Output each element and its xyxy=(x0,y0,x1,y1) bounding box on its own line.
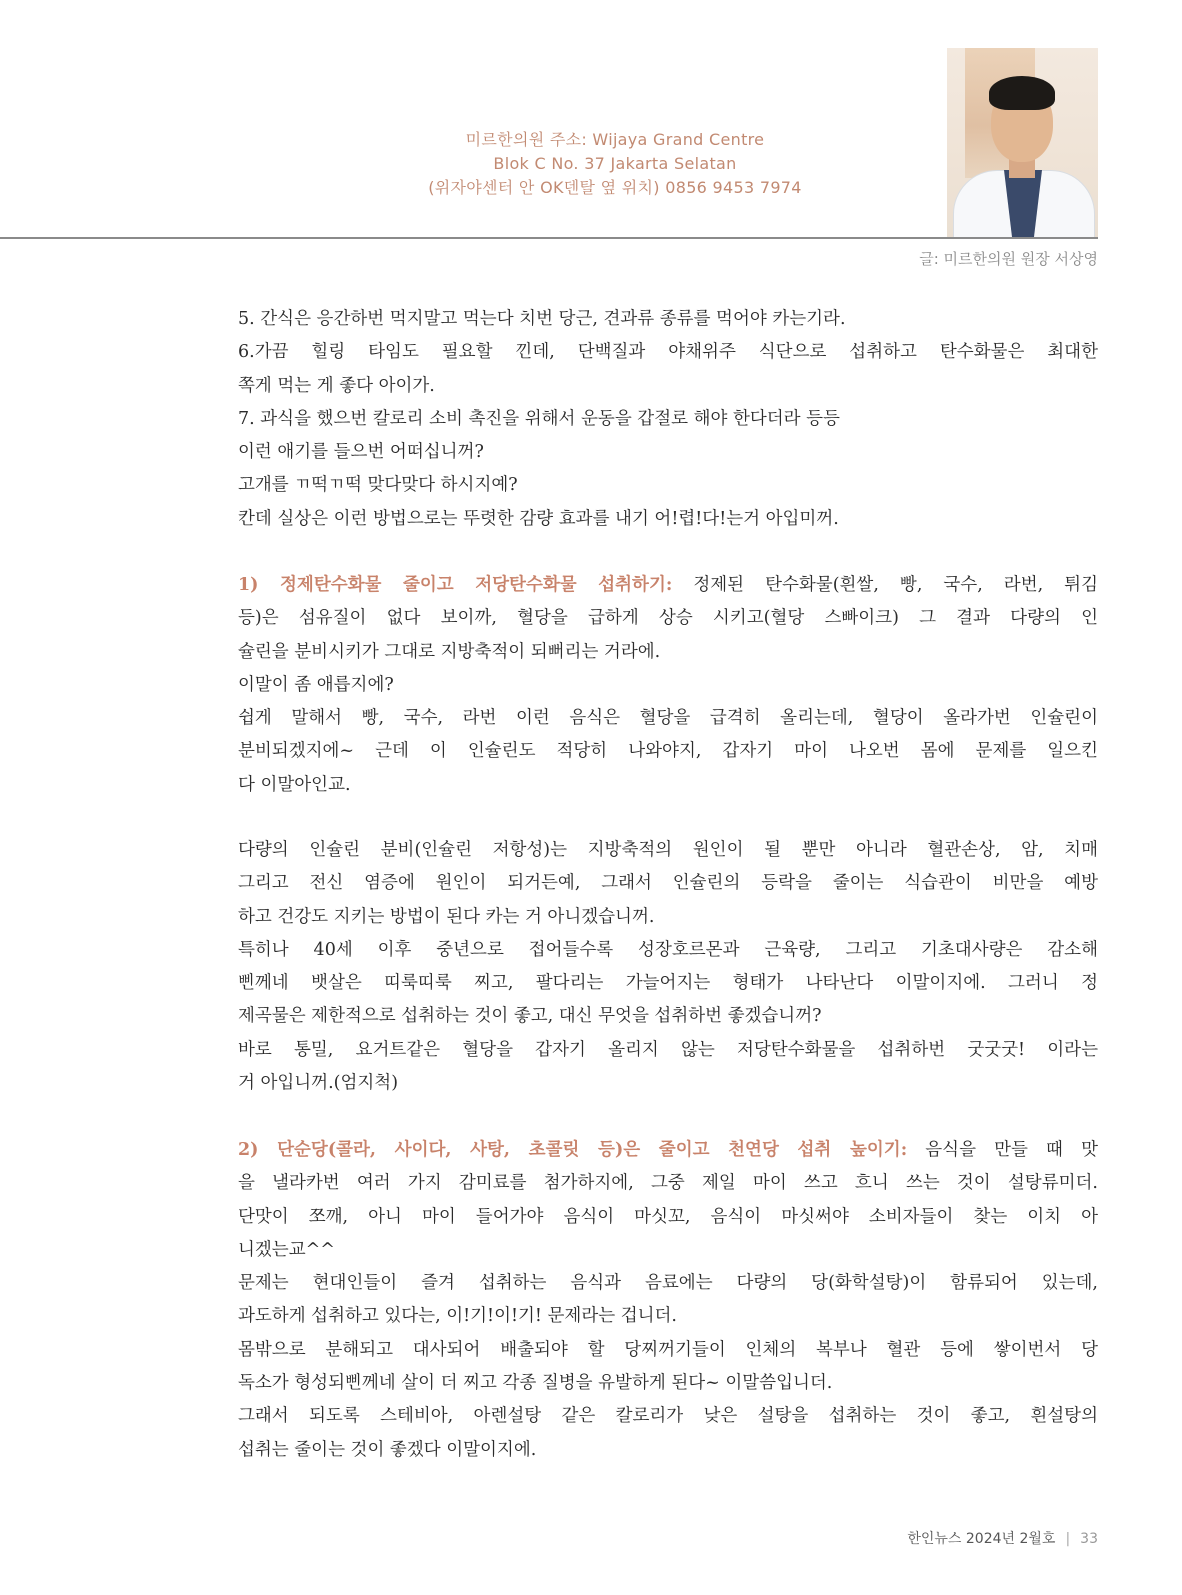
text-line: 몸밖으로 분해되고 대사되어 배출되야 할 당찌꺼기들이 인체의 복부나 혈관 등에 쌓이번서 당 xyxy=(238,1339,1098,1360)
text-line: 그리고 전신 염증에 원인이 되거든예, 그래서 인슐린의 등락을 줄이는 식습관이 비만을 예방 xyxy=(238,873,1098,894)
text-line: 제곡물은 제한적으로 섭취하는 것이 좋고, 대신 무엇을 섭취하번 좋겠습니꺼? xyxy=(238,1006,822,1027)
section-1 xyxy=(238,569,1098,802)
address-line-1: 미르한의원 주소: Wijaya Grand Centre xyxy=(465,130,765,149)
header-divider xyxy=(0,237,1098,239)
section-heading-line xyxy=(238,569,1098,602)
page-number: 33 xyxy=(1080,1531,1098,1547)
publication-name: 한인뉴스 2024년 2월호 xyxy=(907,1531,1056,1547)
text-line: 다량의 인슐린 분비(인슐린 저항성)는 지방축적의 원인이 될 뿐만 아니라 혈관손상, 암, 치매 xyxy=(238,840,1098,860)
text-line: 독소가 형성되삔께네 살이 더 찌고 각종 질병을 유발하게 된다~ 이말씀입니더. xyxy=(238,1373,833,1394)
paragraph-block-1 xyxy=(238,303,1098,536)
text-line: 5. 간식은 응간하번 먹지말고 먹는다 치번 당근, 견과류 종류를 먹어야 카는기라. xyxy=(238,309,846,329)
text-line: 과도하게 섭취하고 있다는, 이!기!이!기! 문제라는 겁니더. xyxy=(238,1306,677,1327)
text-line: 특히나 40세 이후 중년으로 접어들수록 성장호르몬과 근육량, 그리고 기초대사량은 감소해 xyxy=(238,939,1098,960)
text-line: 바로 통밀, 요거트같은 혈당을 갑자기 올리지 않는 저당탄수화물을 섭취하번 굿굿굿! 이라는 xyxy=(238,1039,1098,1060)
text-line: 이런 애기를 들으번 어떠십니꺼? xyxy=(238,442,484,463)
text-line: 을 낼라카번 여러 가지 감미료를 첨가하지에, 그중 제일 마이 쓰고 흐니 쓰는 것이 설탕류미더. xyxy=(238,1173,1098,1194)
text-line: 이말이 좀 애릅지에? xyxy=(238,674,394,695)
text-line: 슐린을 분비시키가 그대로 지방축적이 되뻐리는 거라에. xyxy=(238,641,661,662)
page-footer xyxy=(907,1528,1098,1548)
section-2 xyxy=(238,1134,1098,1467)
author-photo xyxy=(947,48,1098,237)
text-line: 칸데 실상은 이런 방법으로는 뚜렷한 감량 효과를 내기 어!렵!다!는거 아입미꺼. xyxy=(238,508,839,529)
text-line: 거 아입니꺼.(엄지척) xyxy=(238,1073,399,1094)
footer-separator: | xyxy=(1065,1531,1071,1547)
text-line: 고개를 ㄲ떡ㄲ떡 맞다맞다 하시지예? xyxy=(238,475,518,496)
text-line: 삔께네 뱃살은 띠룩띠룩 찌고, 팔다리는 가늘어지는 형태가 나타난다 이말이지에. 그러니 정 xyxy=(238,973,1098,994)
text-line: 쪽게 먹는 게 좋다 아이가. xyxy=(238,375,435,396)
text-line: 쉽게 말해서 빵, 국수, 라번 이런 음식은 혈당을 급격히 올리는데, 혈당이 올라가번 인슐린이 xyxy=(238,708,1098,729)
text-span: 음식을 만들 때 맛 xyxy=(907,1140,1098,1160)
text-line: 하고 건강도 지키는 방법이 된다 카는 거 아니겠습니꺼. xyxy=(238,906,655,927)
section-heading-line xyxy=(238,1134,1098,1167)
text-line: 니겠는교^^ xyxy=(238,1239,335,1260)
text-line: 분비되겠지에~ 근데 이 인슐린도 적당히 나와야지, 갑자기 마이 나오번 몸에 문제를 일으킨 xyxy=(238,741,1098,762)
section-heading: 1) 정제탄수화물 줄이고 저당탄수화물 섭취하기: xyxy=(238,575,673,595)
text-line: 등)은 섬유질이 없다 보이까, 혈당을 급하게 상승 시키고(혈당 스빠이크) 그 결과 다량의 인 xyxy=(238,608,1098,629)
address-line-2: Blok C No. 37 Jakarta Selatan xyxy=(493,154,737,173)
byline: 글: 미르한의원 원장 서상영 xyxy=(919,250,1098,268)
text-line: 다 이말아인교. xyxy=(238,774,351,795)
text-line: 6.가끔 힐링 타임도 필요할 낀데, 단백질과 야채위주 식단으로 섭취하고 탄수화물은 최대한 xyxy=(238,342,1098,363)
address-line-3: (위자야센터 안 OK덴탈 옆 위치) 0856 9453 7974 xyxy=(428,178,802,197)
text-line: 섭취는 줄이는 것이 좋겠다 이말이지에. xyxy=(238,1439,537,1460)
paragraph-block-3 xyxy=(238,834,1098,1100)
text-span: 정제된 탄수화물(흰쌀, 빵, 국수, 라번, 튀김 xyxy=(672,575,1098,595)
text-line: 7. 과식을 했으번 칼로리 소비 촉진을 위해서 운동을 갑절로 해야 한다더라 등등 xyxy=(238,408,840,429)
text-line: 단맛이 쪼깨, 아니 마이 들어가야 음식이 마싯꼬, 음식이 마싯써야 소비자들이 찾는 이치 아 xyxy=(238,1206,1098,1227)
text-line: 그래서 되도록 스테비아, 아렌설탕 같은 칼로리가 낮은 설탕을 섭취하는 것이 좋고, 흰설탕의 xyxy=(238,1406,1098,1427)
section-heading: 2) 단순당(콜라, 사이다, 사탕, 초콜릿 등)은 줄이고 천연당 섭취 높이기: xyxy=(238,1140,908,1160)
text-line: 문제는 현대인들이 즐겨 섭취하는 음식과 음료에는 다량의 당(화학설탕)이 함류되어 있는데, xyxy=(238,1273,1098,1294)
